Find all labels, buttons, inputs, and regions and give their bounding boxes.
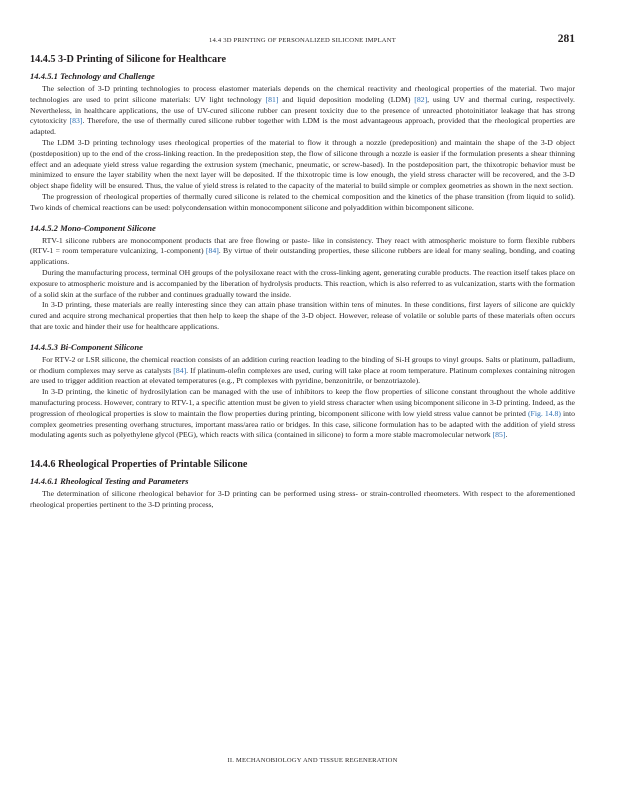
paragraph: In 3-D printing, these materials are really interesting since they can attain phase transition within tens of minutes. In these conditions, first layers of silicone are quickly cured and acquire strong mechanical properties that then help to keep the shape of the 3-D object. However, release of volatile or soluble parts of these materials often occurs that are toxic and hinder their use for healthcare applications. (30, 300, 575, 331)
body-content (30, 54, 575, 511)
citation-link[interactable]: [83] (69, 116, 83, 126)
text-run: In 3-D printing, the kinetic of hydrosilylation can be managed with the use of inhibitors to keep the flow properties of silicone constant throughout the whole additive manufacturing process. However, contrary to RTV-1, a specific attention must be given to yield stress character when using bicomponent silicone in 3-D printing. Indeed, as the progression of rheological properties is slow to maintain the flow properties during printing, bicomponent silicone with low yield stress value cannot be printed (30, 387, 575, 418)
paragraph (30, 355, 575, 387)
text-run: . (505, 430, 508, 440)
paragraph: During the manufacturing process, terminal OH groups of the polysiloxane react with the cross-linking agent, generating curable products. The reaction itself takes place on exposure to atmospheric moisture and is accompanied by the liberation of hydrolysis products. This reaction, which is also referred to as vulcanization, starts with the formation of a solid skin at the surface of the rubber and continues gradually toward the inside. (30, 267, 575, 299)
text-run: , using UV and thermal curing, respectively. Nevertheless, in healthcare applications, the use of UV-cured silicone rubber can present toxicity due to the presence of unreacted photoinitiator leakage that has strong cytotoxicity (30, 94, 575, 126)
text-run: RTV-1 silicone rubbers are monocomponent products that are free flowing or paste- like in consistency. They react with atmospheric moisture to form flexible rubbers (RTV-1 = room temperature vulcanizing, 1-component) (30, 235, 575, 256)
citation-link[interactable]: [85] (492, 430, 506, 440)
text-run: . If platinum-olefin complexes are used, curing will take place at room temperature. Platinum complexes containing nitrogen are used to trigger addition reaction at elevated temperatures (e.g., Pt complexes with pyridine, benzonitrile, or benzotriazole). (30, 365, 575, 386)
text-run: For RTV-2 or LSR silicone, the chemical reaction consists of an addition curing reaction leading to the binding of Si-H groups to vinyl groups. Salts or platinum, palladium, or rhodium complexes may serve as catalysts (30, 354, 575, 375)
section-heading: 14.4.6 Rheological Properties of Printable Silicone (30, 459, 248, 471)
text-run: . Therefore, the use of thermally cured silicone rubber together with LDM is the most advantageous approach, provided that the rheological properties are adapted. (30, 116, 575, 137)
paragraph: The determination of silicone rheological behavior for 3-D printing can be performed using stress- or strain-controlled rheometers. With respect to the aforementioned rheological properties pertinent to the 3-D printing process, (30, 489, 575, 509)
paragraph (30, 236, 575, 268)
text-run: into complex geometries presenting overhang structures, important mass/area ratio or bridges. In this case, silicone formulation has to be adapted with the addition of yield stress modulating agents such as polyethylene glycol (PEG), which reacts with silica (contained in silicone) to form a more stable macromolecular network (30, 408, 575, 440)
citation-link[interactable]: [84] (205, 246, 219, 256)
running-footer: II. MECHANOBIOLOGY AND TISSUE REGENERATION (227, 757, 398, 764)
text-run: and liquid deposition modeling (LDM) (278, 94, 415, 104)
text-run: The selection of 3-D printing technologies to process elastomer materials depends on the chemical reactivity and rheological properties of the material. Two major technologies are used to print silicone materials: UV light technology (30, 84, 575, 104)
subsection-heading: 14.4.5.2 Mono-Component Silicone (30, 222, 156, 233)
text-run: . By virtue of their outstanding properties, these silicone rubbers are ideal for many sealing, bonding, and coating applications. (30, 246, 576, 267)
subsection-heading: 14.4.5.1 Technology and Challenge (30, 71, 155, 81)
citation-link[interactable]: [82] (414, 94, 428, 104)
subsection-heading: 14.4.6.1 Rheological Testing and Parameters (30, 476, 189, 487)
paragraph: The progression of rheological properties of thermally cured silicone is related to the chemical composition and the kinetics of the phase transition (from liquid to solid). Two kinds of chemical reactions can be used: polycondensation within monocomponent silicone and polyaddition within bicomponent silicone. (30, 191, 575, 212)
running-head-title: 14.4 3D PRINTING OF PERSONALIZED SILICONE IMPLANT (209, 37, 396, 44)
paragraph (30, 84, 575, 138)
figure-link[interactable]: (Fig. 14.8) (527, 408, 561, 418)
paragraph (30, 387, 575, 441)
running-head (30, 34, 575, 48)
citation-link[interactable]: [81] (265, 94, 279, 104)
page-number: 281 (557, 33, 575, 45)
subsection-heading: 14.4.5.3 Bi-Component Silicone (30, 341, 143, 352)
section-heading: 14.4.5 3-D Printing of Silicone for Healthcare (30, 54, 226, 65)
citation-link[interactable]: [84] (173, 365, 187, 375)
paragraph: The LDM 3-D printing technology uses rheological properties of the material to flow it through a nozzle (predeposition) and maintain the shape of the 3-D object (postdeposition) up to the end of the cross-linking reaction. In the predeposition step, the flow of silicone through a nozzle is easier if the formulation presents a shear thinning effect and an adequate yield stress value regarding the extrusion system (mechanic, pneumatic, or screw-based). In the postdeposition part, the thixotropic behavior must be minimized to ensure the layer stability when the next layer will be deposited. If the thixotropic time is low enough, the yield stress character will be recovered, and the 3-D object shape fidelity will be ensured. Thus, the value of yield stress is related to the capacity of the material to build simple or complex geometries as shown in the next section. (30, 137, 575, 191)
